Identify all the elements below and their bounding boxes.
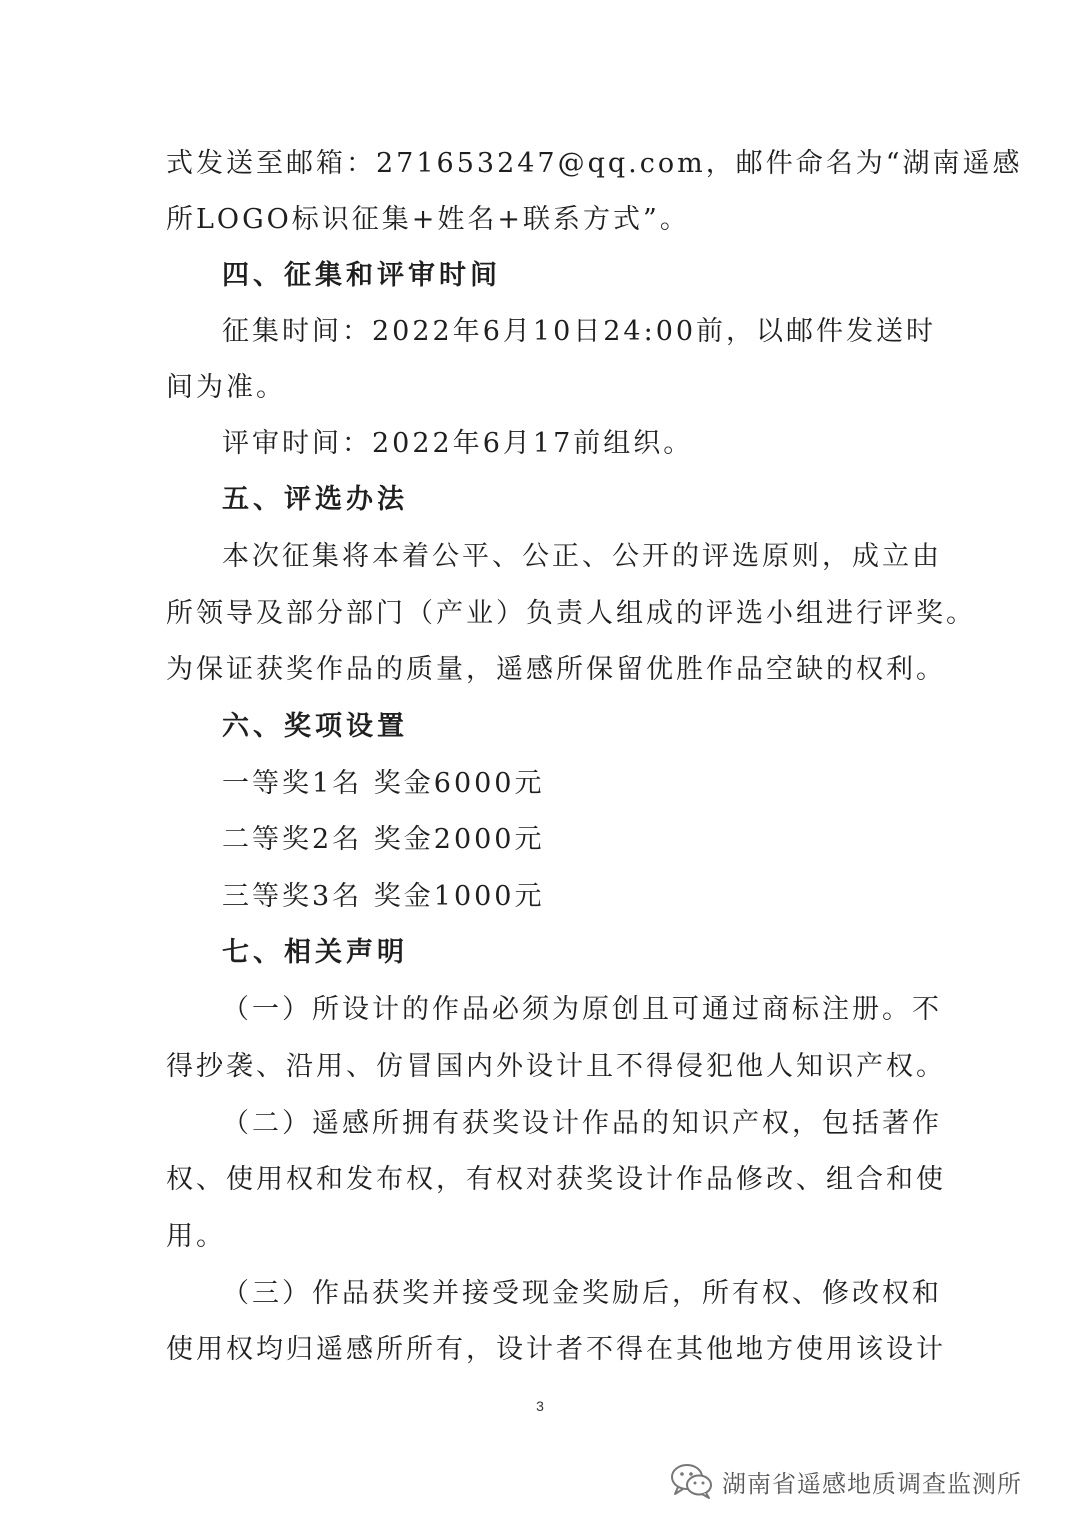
- body-line: 征集时间：2022年6月10日24:00前，以邮件发送时: [222, 316, 937, 347]
- section-heading-7: 七、相关声明: [222, 937, 408, 968]
- prize-line: 三等奖3名 奖金1000元: [222, 881, 545, 912]
- prize-line: 一等奖1名 奖金6000元: [222, 768, 545, 799]
- wechat-icon: [668, 1461, 716, 1501]
- body-line: 权、使用权和发布权，有权对获奖设计作品修改、组合和使: [166, 1164, 946, 1195]
- prize-line: 二等奖2名 奖金2000元: [222, 824, 545, 855]
- body-line: 间为准。: [166, 372, 286, 403]
- body-line: 式发送至邮箱：271653247@qq.com，邮件命名为“湖南遥感: [166, 148, 1023, 179]
- body-line: 得抄袭、沿用、仿冒国内外设计且不得侵犯他人知识产权。: [166, 1051, 946, 1082]
- body-line: 所LOGO标识征集+姓名+联系方式”。: [166, 204, 690, 235]
- body-line: 使用权均归遥感所所有，设计者不得在其他地方使用该设计: [166, 1334, 946, 1365]
- body-line: （三）作品获奖并接受现金奖励后，所有权、修改权和: [222, 1278, 942, 1309]
- body-line: 本次征集将本着公平、公正、公开的评选原则，成立由: [222, 541, 942, 572]
- page-number: 3: [536, 1398, 544, 1414]
- body-line: 用。: [166, 1221, 226, 1252]
- section-heading-4: 四、征集和评审时间: [222, 260, 501, 291]
- body-line: 评审时间：2022年6月17前组织。: [222, 428, 694, 459]
- section-heading-5: 五、评选办法: [222, 484, 408, 515]
- body-line: （二）遥感所拥有获奖设计作品的知识产权，包括著作: [222, 1108, 942, 1139]
- account-name: 湖南省遥感地质调查监测所: [722, 1469, 1022, 1498]
- wechat-watermark: [668, 1461, 1022, 1501]
- body-line: 为保证获奖作品的质量，遥感所保留优胜作品空缺的权利。: [166, 654, 946, 685]
- section-heading-6: 六、奖项设置: [222, 711, 408, 742]
- body-line: 所领导及部分部门（产业）负责人组成的评选小组进行评奖。: [166, 598, 976, 629]
- body-line: （一）所设计的作品必须为原创且可通过商标注册。不: [222, 994, 942, 1025]
